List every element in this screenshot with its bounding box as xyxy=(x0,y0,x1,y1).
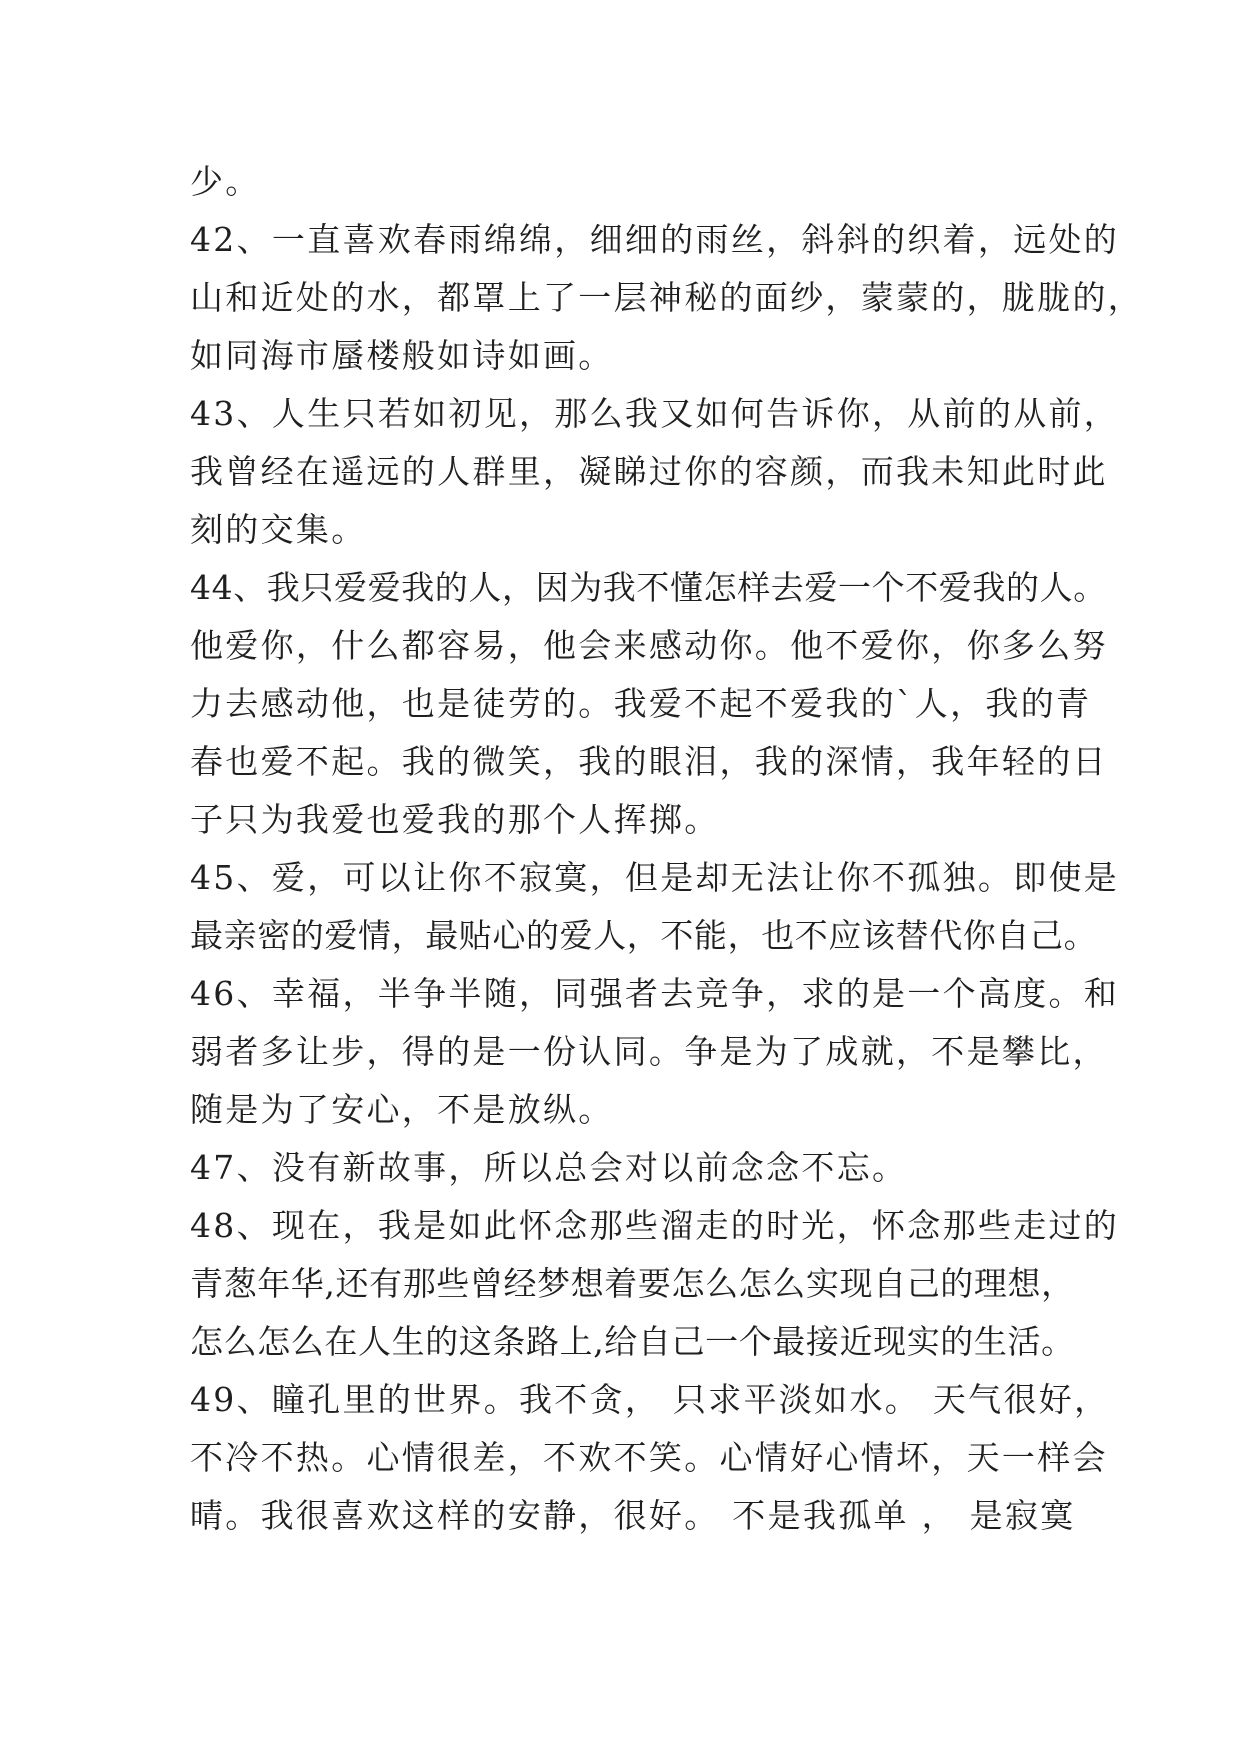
text-line: 如同海市蜃楼般如诗如画。 xyxy=(190,336,614,375)
text-line: 不冷不热。心情很差，不欢不笑。心情好心情坏，天一样会 xyxy=(190,1438,1108,1477)
text-line: 少。 xyxy=(190,162,261,201)
text-line: 49、瞳孔里的世界。我不贪， 只求平淡如水。 天气很好， xyxy=(190,1380,1110,1419)
text-line: 弱者多让步，得的是一份认同。争是为了成就，不是攀比， xyxy=(190,1032,1108,1071)
text-line: 随是为了安心，不是放纵。 xyxy=(190,1090,614,1129)
text-line: 山和近处的水，都罩上了一层神秘的面纱，蒙蒙的，胧胧的， xyxy=(190,278,1144,317)
text-line: 春也爱不起。我的微笑，我的眼泪，我的深情，我年轻的日 xyxy=(190,742,1108,781)
text-line: 他爱你，什么都容易，他会来感动你。他不爱你，你多么努 xyxy=(190,626,1108,665)
text-line: 45、爱，可以让你不寂寞，但是却无法让你不孤独。即使是 xyxy=(190,858,1120,897)
text-line: 48、现在，我是如此怀念那些溜走的时光，怀念那些走过的 xyxy=(190,1206,1120,1245)
text-line: 47、没有新故事，所以总会对以前念念不忘。 xyxy=(190,1148,908,1187)
text-line: 晴。我很喜欢这样的安静，很好。 不是我孤单 ， 是寂寞 xyxy=(190,1496,1076,1535)
text-line: 怎么怎么在人生的这条路上,给自己一个最接近现实的生活。 xyxy=(190,1322,1075,1361)
text-line: 我曾经在遥远的人群里，凝睇过你的容颜，而我未知此时此 xyxy=(190,452,1108,491)
text-line: 子只为我爱也爱我的那个人挥掷。 xyxy=(190,800,720,839)
text-line: 44、我只爱爱我的人，因为我不懂怎样去爱一个不爱我的人。 xyxy=(190,568,1107,607)
text-line: 力去感动他，也是徒劳的。我爱不起不爱我的`人，我的青 xyxy=(190,684,1092,723)
text-line: 46、幸福，半争半随，同强者去竞争，求的是一个高度。和 xyxy=(190,974,1120,1013)
text-line: 刻的交集。 xyxy=(190,510,367,549)
text-line: 42、一直喜欢春雨绵绵，细细的雨丝，斜斜的织着，远处的 xyxy=(190,220,1120,259)
text-line: 最亲密的爱情，最贴心的爱人，不能，也不应该替代你自己。 xyxy=(190,916,1098,955)
document-body xyxy=(190,153,1144,1545)
text-line: 青葱年华,还有那些曾经梦想着要怎么怎么实现自己的理想， xyxy=(190,1264,1075,1303)
text-line: 43、人生只若如初见，那么我又如何告诉你，从前的从前， xyxy=(190,394,1120,433)
